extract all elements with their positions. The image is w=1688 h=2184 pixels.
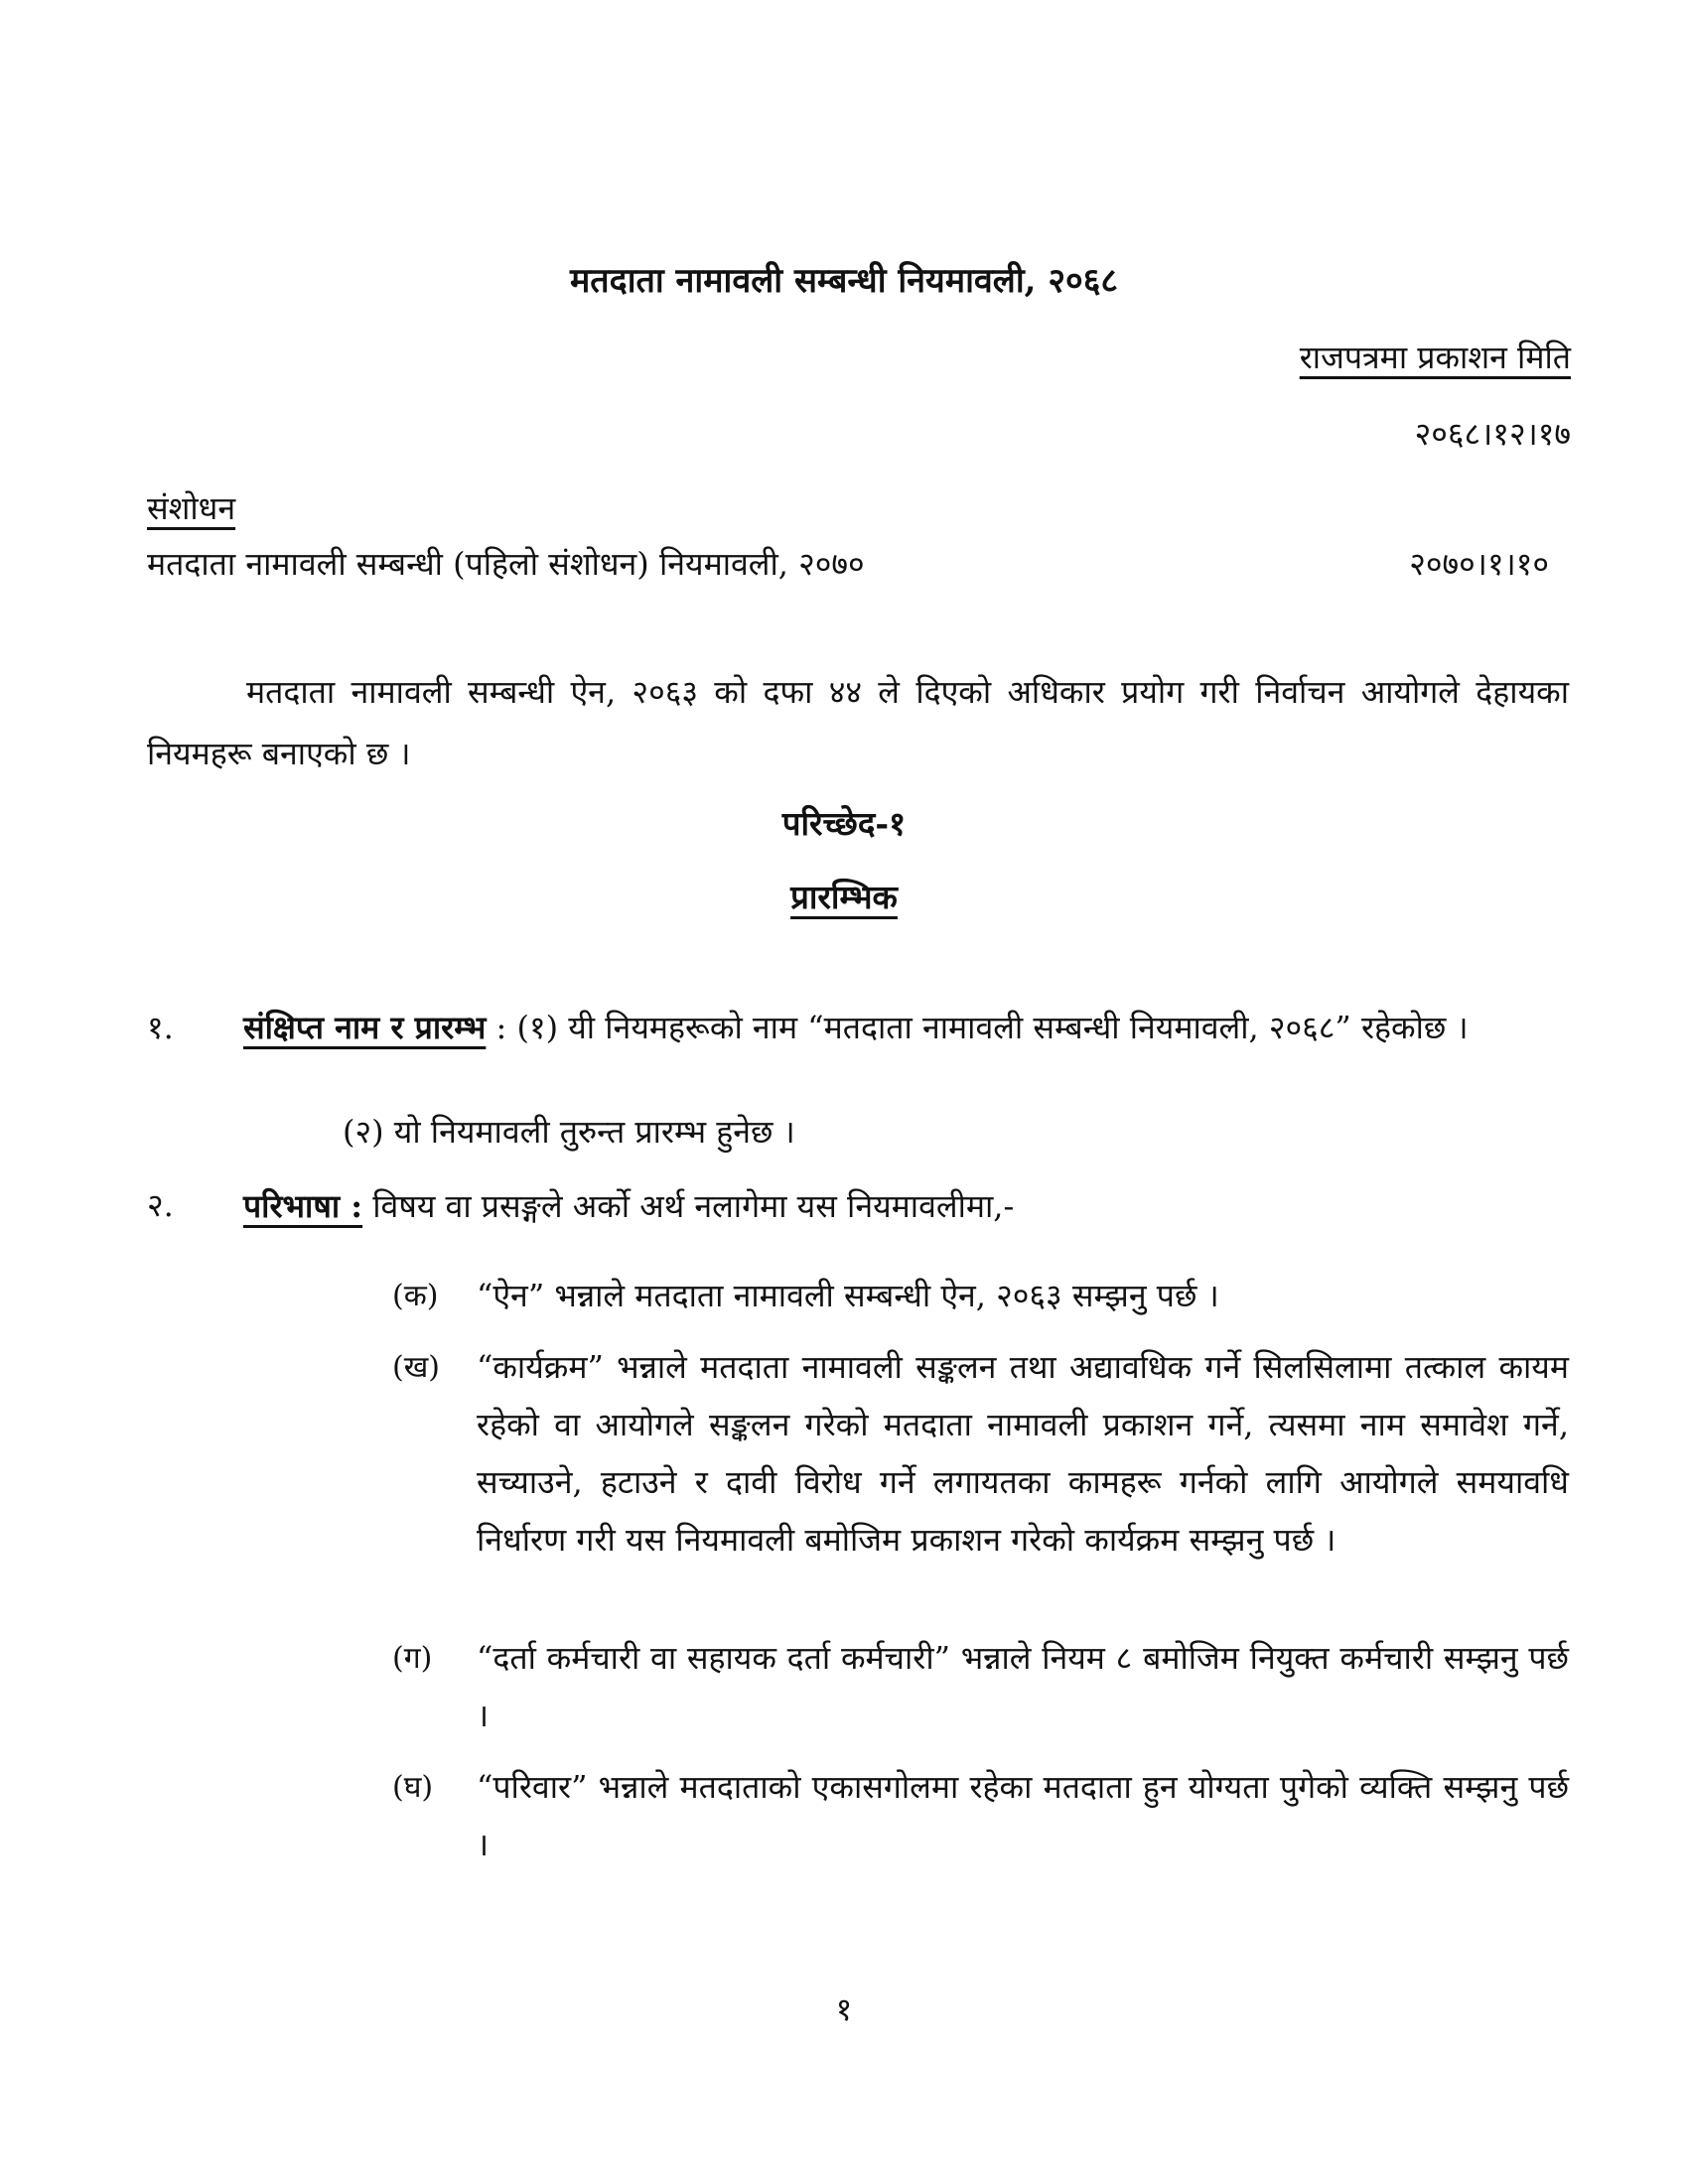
page-number: १ bbox=[835, 1990, 853, 2028]
rule-body: विषय वा प्रसङ्गले अर्को अर्थ नलागेमा यस नियमावलीमा,- bbox=[362, 1187, 1015, 1225]
preamble-paragraph: मतदाता नामावली सम्बन्धी ऐन, २०६३ को दफा ४४ ले दिएको अधिकार प्रयोग गरी निर्वाचन आयोगले देहायका नियमहरू बनाएको छ । bbox=[147, 673, 1569, 772]
amendment-title: मतदाता नामावली सम्बन्धी (पहिलो संशोधन) नियमावली, २०७० bbox=[147, 545, 865, 583]
clause-label: (ग) bbox=[392, 1641, 433, 1676]
clause-text: “परिवार” भन्नाले मतदाताको एकासगोलमा रहेका मतदाता हुन योग्यता पुगेको व्यक्ति सम्झनु पर्छ । bbox=[477, 1768, 1569, 1863]
rule-text bbox=[243, 1177, 1569, 1235]
rule-heading: परिभाषा : bbox=[243, 1187, 363, 1225]
chapter-title-text: प्रारम्भिक bbox=[790, 878, 898, 916]
rule-text bbox=[243, 999, 1569, 1056]
clause-label: (ख) bbox=[392, 1350, 440, 1385]
amendment-label: संशोधन bbox=[147, 489, 236, 527]
amendment-date: २०७०।१।१० bbox=[1409, 545, 1549, 583]
rule-body: : (१) यी नियमहरूको नाम “मतदाता नामावली सम्बन्धी नियमावली, २०६८” रहेकोछ । bbox=[486, 1009, 1469, 1046]
clause-text: “ऐन” भन्नाले मतदाता नामावली सम्बन्धी ऐन, २०६३ सम्झनु पर्छ । bbox=[477, 1277, 1219, 1314]
clause-text: “कार्यक्रम” भन्नाले मतदाता नामावली सङ्कलन तथा अद्यावधिक गर्ने सिलसिलामा तत्काल कायम रहेको वा आयोगले सङ्कलन गरेको मतदाता नामावली प्रकाशन गर्ने, त्यसमा नाम समावेश गर्ने, सच्याउने, हटाउने र दावी विरोध गर्ने लगायतका कामहरू गर्नको लागि आयोगले समयावधि निर्धारण गरी यस नियमावली बमोजिम प्रकाशन गरेको कार्यक्रम सम्झनु पर्छ । bbox=[477, 1348, 1569, 1559]
rule-number: २. bbox=[147, 1186, 174, 1224]
document-title: मतदाता नामावली सम्बन्धी नियमावली, २०६८ bbox=[569, 261, 1119, 301]
rule-heading: संक्षिप्त नाम र प्रारम्भ bbox=[243, 1009, 487, 1046]
rule-number: १. bbox=[147, 1009, 174, 1046]
rule-subclause: (२) यो नियमावली तुरुन्त प्रारम्भ हुनेछ । bbox=[343, 1113, 795, 1151]
clause-label: (घ) bbox=[392, 1770, 434, 1805]
gazette-publication-label: राजपत्रमा प्रकाशन मिति bbox=[1299, 339, 1571, 376]
gazette-publication-date: २०६८।१२।१७ bbox=[1414, 415, 1571, 453]
chapter-number: परिच्छेद-१ bbox=[781, 804, 907, 843]
clause-label: (क) bbox=[392, 1279, 439, 1313]
clause-text: “दर्ता कर्मचारी वा सहायक दर्ता कर्मचारी” भन्नाले नियम ८ बमोजिम नियुक्त कर्मचारी सम्झनु पर्छ । bbox=[477, 1639, 1569, 1734]
chapter-title bbox=[0, 874, 1688, 918]
